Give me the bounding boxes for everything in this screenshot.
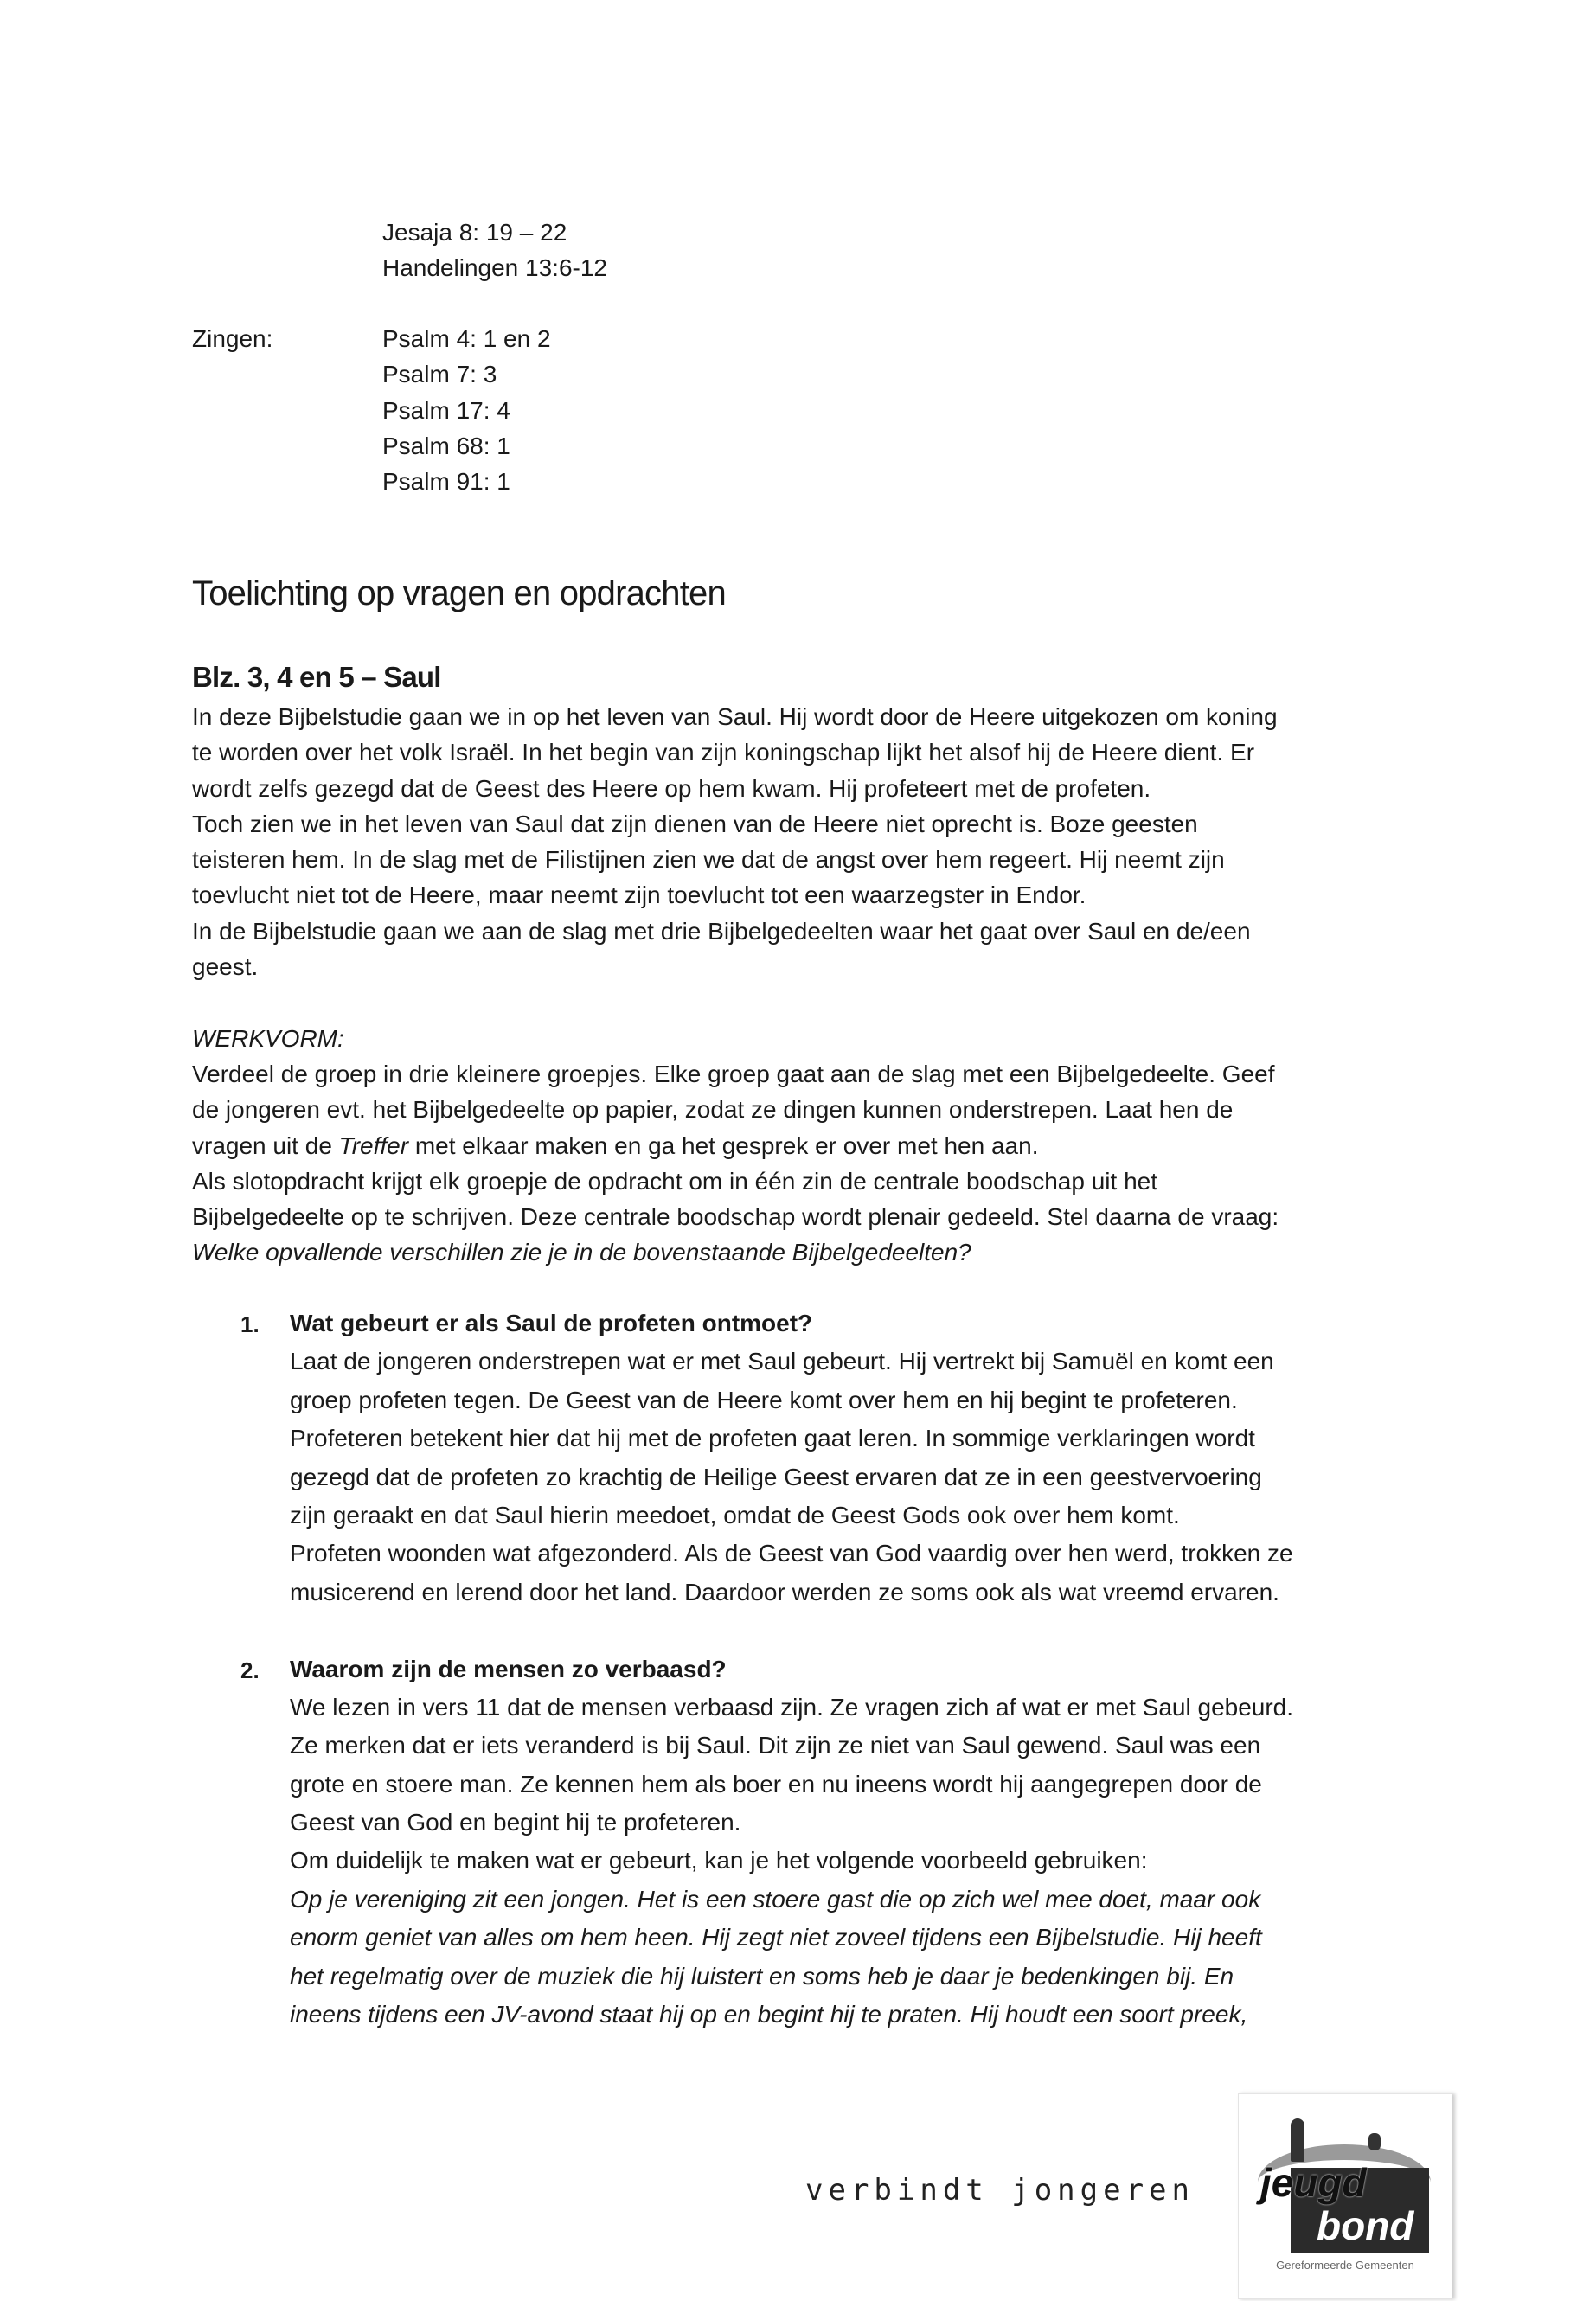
question-heading: Waarom zijn de mensen zo verbaasd? xyxy=(290,1655,727,1682)
psalm-item: Psalm 68: 1 xyxy=(382,432,510,459)
readings-list xyxy=(382,215,607,286)
text-segment: Toch zien we in het leven van Saul dat zijn dienen van de Heere niet oprecht is. Boze geesten xyxy=(192,810,1198,837)
text-segment: gezegd dat de profeten zo krachtig de Heilige Geest ervaren dat ze in een geestvervoering xyxy=(290,1463,1262,1490)
text-line xyxy=(290,1574,1293,1612)
reading-item: Handelingen 13:6-12 xyxy=(382,254,607,282)
text-line xyxy=(290,1881,1293,1919)
text-line xyxy=(192,984,1279,1020)
text-line xyxy=(290,1612,1293,1650)
text-line xyxy=(290,1535,1293,1573)
psalm-item: Psalm 4: 1 en 2 xyxy=(382,325,551,352)
text-segment: te worden over het volk Israël. In het begin van zijn koningschap lijkt het alsof hij de Heere dient. Er xyxy=(192,739,1255,766)
text-line xyxy=(290,1804,1293,1842)
question-number: 1. xyxy=(240,1311,260,1337)
questions-list xyxy=(290,1304,1293,2034)
italic-text: enorm geniet van alles om hem heen. Hij zegt niet zoveel tijdens een Bijbelstudie. Hij heeft xyxy=(290,1924,1262,1952)
text-line xyxy=(290,1650,1293,1689)
text-line xyxy=(192,1128,1279,1163)
jeugdbond-logo xyxy=(1238,2093,1452,2299)
text-segment: In de Bijbelstudie gaan we aan de slag met drie Bijbelgedeelten waar het gaat over Saul en de/een xyxy=(192,917,1251,945)
text-line xyxy=(290,1420,1293,1458)
text-segment: Laat de jongeren onderstrepen wat er met Saul gebeurt. Hij vertrekt bij Samuël en komt een xyxy=(290,1348,1274,1375)
text-segment: Bijbelgedeelte op te schrijven. Deze centrale boodschap wordt plenair gedeeld. Stel daarna de vraag: xyxy=(192,1203,1279,1231)
text-line xyxy=(290,1689,1293,1727)
intro-paragraphs xyxy=(192,699,1279,1271)
text-line xyxy=(290,1381,1293,1420)
text-segment: teisteren hem. In de slag met de Filistijnen zien we dat de angst over hem regeert. Hij neemt zijn xyxy=(192,846,1225,874)
text-line xyxy=(290,1766,1293,1804)
text-line xyxy=(192,913,1279,949)
text-segment: toevlucht niet tot de Heere, maar neemt zijn toevlucht tot een waarzegster in Endor. xyxy=(192,881,1086,909)
text-segment: Geest van God en begint hij te profeteren. xyxy=(290,1809,741,1836)
text-line xyxy=(192,1021,1279,1056)
italic-text: Welke opvallende verschillen zie je in de bovenstaande Bijbelgedeelten? xyxy=(192,1239,971,1266)
text-segment: Als slotopdracht krijgt elk groepje de opdracht om in één zin de centrale boodschap uit het xyxy=(192,1167,1158,1195)
text-segment: wordt zelfs gezegd dat de Geest des Heere op hem kwam. Hij profeteert met de profeten. xyxy=(192,774,1151,802)
logo-figure-icon xyxy=(1368,2133,1381,2150)
text-segment: grote en stoere man. Ze kennen hem als boer en nu ineens wordt hij aangegrepen door de xyxy=(290,1770,1262,1798)
psalm-item: Psalm 17: 4 xyxy=(382,396,510,424)
singing-list xyxy=(382,321,551,499)
text-line xyxy=(290,1958,1293,1996)
text-line xyxy=(290,1343,1293,1381)
question-heading: Wat gebeurt er als Saul de profeten ontmoet? xyxy=(290,1310,813,1336)
text-segment: In deze Bijbelstudie gaan we in op het leven van Saul. Hij wordt door de Heere uitgekozen om koning xyxy=(192,703,1278,730)
text-line xyxy=(192,842,1279,877)
singing-label: Zingen: xyxy=(192,325,273,352)
text-segment: geest. xyxy=(192,953,259,981)
italic-text: Op je vereniging zit een jongen. Het is een stoere gast die op zich wel mee doet, maar ook xyxy=(290,1885,1261,1913)
logo-word-bond: bond xyxy=(1317,2203,1414,2248)
logo-subtitle: Gereformeerde Gemeenten xyxy=(1276,2259,1414,2272)
text-line xyxy=(192,806,1279,842)
text-line xyxy=(192,1056,1279,1092)
text-line xyxy=(192,1092,1279,1127)
text-line xyxy=(192,771,1279,806)
text-line xyxy=(290,1919,1293,1957)
text-line xyxy=(290,1727,1293,1765)
text-line xyxy=(192,1199,1279,1234)
text-segment: Profeteren betekent hier dat hij met de profeten gaat leren. In sommige verklaringen wordt xyxy=(290,1425,1255,1452)
text-segment: Ze merken dat er iets veranderd is bij Saul. Dit zijn ze niet van Saul gewend. Saul was een xyxy=(290,1732,1261,1759)
subsection-title: Blz. 3, 4 en 5 – Saul xyxy=(192,661,441,693)
text-segment: met elkaar maken en ga het gesprek er over met hen aan. xyxy=(408,1131,1039,1159)
text-line xyxy=(192,949,1279,984)
footer-tagline: verbindt jongeren xyxy=(805,2173,1195,2208)
text-segment: musicerend en lerend door het land. Daardoor werden ze soms ook als wat vreemd ervaren. xyxy=(290,1578,1279,1606)
text-line xyxy=(192,1234,1279,1270)
text-segment: We lezen in vers 11 dat de mensen verbaasd zijn. Ze vragen zich af wat er met Saul gebeurd. xyxy=(290,1693,1294,1721)
logo-word-jeugd: jeugd xyxy=(1260,2160,1367,2205)
text-segment: zijn geraakt en dat Saul hierin meedoet, omdat de Geest Gods ook over hem komt. xyxy=(290,1501,1180,1529)
text-line xyxy=(290,1458,1293,1497)
text-segment: Verdeel de groep in drie kleinere groepjes. Elke groep gaat aan de slag met een Bijbelgedeelte. Geef xyxy=(192,1060,1275,1087)
text-line xyxy=(290,1996,1293,2034)
question-number: 2. xyxy=(240,1657,260,1683)
section-title: Toelichting op vragen en opdrachten xyxy=(192,574,726,612)
psalm-item: Psalm 7: 3 xyxy=(382,361,497,388)
text-segment: Om duidelijk te maken wat er gebeurt, kan je het volgende voorbeeld gebruiken: xyxy=(290,1847,1148,1875)
text-line xyxy=(290,1304,1293,1343)
italic-text: ineens tijdens een JV-avond staat hij op en begint hij te praten. Hij houdt een soort preek, xyxy=(290,2001,1248,2029)
text-segment: vragen uit de xyxy=(192,1131,339,1159)
text-line xyxy=(192,877,1279,913)
text-segment: Profeten woonden wat afgezonderd. Als de Geest van God vaardig over hen werd, trokken ze xyxy=(290,1540,1293,1567)
text-line xyxy=(290,1842,1293,1880)
reading-item: Jesaja 8: 19 – 22 xyxy=(382,219,567,246)
text-segment: de jongeren evt. het Bijbelgedeelte op papier, zodat ze dingen kunnen onderstrepen. Laat hen de xyxy=(192,1096,1234,1124)
text-line xyxy=(192,699,1279,734)
text-line xyxy=(290,1497,1293,1535)
italic-text: Treffer xyxy=(338,1131,409,1159)
text-line xyxy=(192,734,1279,770)
psalm-item: Psalm 91: 1 xyxy=(382,468,510,496)
text-line xyxy=(192,1163,1279,1199)
text-segment: groep profeten tegen. De Geest van de Heere komt over hem en hij begint te profeteren. xyxy=(290,1386,1238,1413)
italic-text: WERKVORM: xyxy=(192,1024,344,1052)
italic-text: het regelmatig over de muziek die hij luistert en soms heb je daar je bedenkingen bij. En xyxy=(290,1962,1234,1990)
logo-figure-icon xyxy=(1291,2118,1304,2162)
